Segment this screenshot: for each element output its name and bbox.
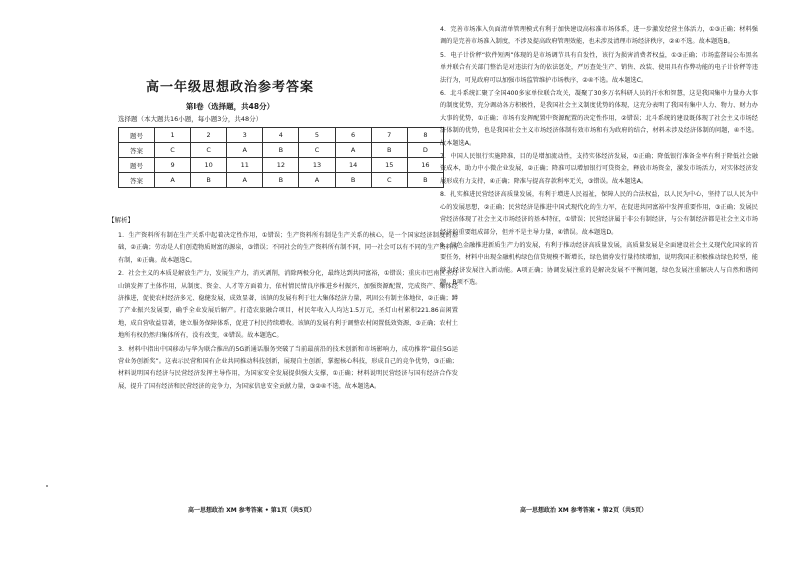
analysis-label: 【解析】 bbox=[108, 216, 134, 224]
table-cell: A bbox=[155, 173, 191, 188]
answer-table bbox=[118, 127, 444, 188]
analysis-item: 3．材料中指出中国移动与华为联合推出的5G新通话服务突破了当前最前沿的技术创新和市场影响力，成功推荐“最佳5G运营业务创新奖”。这表示民营和国有企业共同推动科技创新，展现自主创新，掌握核心科技，形成自己的竞争优势，③正确；材料说明国有经济与民营经济发挥主导作用，为国家安全发展提供强大支撑，①正确；材料说明民营经济与国有经济合作发展，提升了国有经济和民营经济的竞争力，为国家信息安全贡献力量，③②④不选，故本题选A。 bbox=[118, 345, 458, 390]
page-title: 高一年级思想政治参考答案 bbox=[145, 80, 314, 95]
table-header: 答案 bbox=[119, 143, 155, 158]
table-cell: B bbox=[335, 173, 371, 188]
analysis-item: 7．中国人民银行实施降准，目的是增加流动性，支持实体经济发展，①正确；降低银行准备金率有利于降低社会融资成本，助力中小微企业发展，②正确；降准可以增加银行可贷资金，释放市场资金，激发市场活力，对实体经济发展形成有力支持，④正确；降准与提高存款利率无关，③错误。故本题选A。 bbox=[440, 153, 758, 185]
table-cell: C bbox=[299, 143, 335, 158]
table-cell: 4 bbox=[263, 128, 299, 143]
table-cell: C bbox=[191, 143, 227, 158]
table-cell: B bbox=[191, 173, 227, 188]
table-cell: 2 bbox=[191, 128, 227, 143]
analysis-item: 1．生产资料所有制在生产关系中起着决定性作用，①错误；生产资料所有制是生产关系的核心，是一个国家经济制度的基础，②正确；劳动是人们创造物质财富的源泉，③错误；不同社会的生产资料所有制不同，同一社会可以有不同的生产资料所有制，④正确。故本题选C。 bbox=[118, 232, 458, 264]
table-cell: 1 bbox=[155, 128, 191, 143]
table-cell: C bbox=[155, 143, 191, 158]
instructions: 选择题（本大题共16小题，每小题3分，共48分） bbox=[118, 115, 263, 123]
table-cell: 7 bbox=[371, 128, 407, 143]
table-cell: 6 bbox=[335, 128, 371, 143]
table-cell: 15 bbox=[371, 158, 407, 173]
table-header: 答案 bbox=[119, 173, 155, 188]
table-cell: 16 bbox=[407, 158, 443, 173]
scan-dot bbox=[46, 485, 48, 487]
table-cell: 12 bbox=[263, 158, 299, 173]
table-cell: A bbox=[335, 143, 371, 158]
analysis-item: 4．完善市场准入负面清单管理模式有利于加快建设高标准市场体系，进一步激发经营主体活力，①③正确；材料强调的是完善市场准入制度，不涉及提高政府管理效能，也未涉及清理市场经济秩序，②④不选。故本题选B。 bbox=[440, 26, 758, 46]
table-header: 题号 bbox=[119, 128, 155, 143]
right-page bbox=[440, 0, 758, 561]
analysis-item: 2．社会主义的本质是解放生产力，发展生产力，消灭剥削，消除两极分化，最终达到共同富裕，①错误；重庆市巴南区圣灯山镇发挥了主体作用，从制度、资金、人才等方面着力，依村情民情良序推进乡村振兴，加强资源配置，完成资产、集体经济推进，促使农村经济多元、稳健发展，成效显著，该镇的发展有利于壮大集体经济力量，巩固公有制主体地位，②正确；蹲了产业振兴发展要，确乎全业发展后解产。打造农旅融合项目，村民年收入人均达1.5万元，圣灯山村累积221.86亩闲置地，成自营收益显著，建立服务保障体系，促进了村民持续增收。该镇的发展有利于调整农村闲置低效资源，③正确；农村土地所有权仍然归集体所有，没有改变，④错误。故本题选C。 bbox=[118, 270, 458, 340]
table-cell: B bbox=[407, 173, 443, 188]
left-page bbox=[80, 0, 458, 561]
table-cell: D bbox=[407, 143, 443, 158]
table-cell: 9 bbox=[155, 158, 191, 173]
analysis-list bbox=[440, 24, 758, 291]
analysis-item: 5．电子计价秤“软件短两”体现的是市场调节具有自发性，该行为损害消费者权益，①③正确；市场监督局公布黑名单并联合有关部门整治是对违法行为的依法惩处，严厉查处生产、销售、改装、使用具有作弊功能的电子计价秤等违法行为，可见政府可以加强市场监管维护市场秩序，②④不选。故本题选C。 bbox=[440, 51, 758, 84]
analysis-list bbox=[118, 230, 458, 394]
page-footer: 高一思想政治 XM 参考答案 • 第2页（共5页） bbox=[520, 507, 648, 514]
table-row bbox=[119, 173, 444, 188]
section-title: 第Ⅰ卷（选择题，共48分） bbox=[185, 102, 275, 111]
table-cell: 8 bbox=[407, 128, 443, 143]
page-footer: 高一思想政治 XM 参考答案 • 第1页（共5页） bbox=[188, 507, 316, 514]
analysis-item: 6．北斗系统汇聚了全国400多家单位联合攻关，凝聚了30多万名科研人员的汗水和智慧，这是我国集中力量办大事的制度优势，充分调动各方积极性，是我国社会主义制度优势的体现，这充分表明了我国有集中人力、物力、财力办大事的优势，①正确；市场有发挥配置中资源配置的决定性作用，②错误；北斗系统的建设既体现了社会主义市场经济体制的优势，也是我国社会主义市场经济体制有效市场和有为政府的结合，材料未涉及经济体制的问题，④不选。故本题选A。 bbox=[440, 90, 758, 147]
table-cell: 3 bbox=[227, 128, 263, 143]
analysis-item: 8．扎实推进民营经济高质量发展，有利于增进人民福祉，保障人民的合法权益，以人民为中心，坚持了以人民为中心的发展思想，②正确；民营经济是推进中国式现代化的生力军，在促进共同富裕中发挥重要作用，③正确；发展民营经济体现了社会主义市场经济的基本特征，①错误；民营经济属于非公有制经济，与公有制经济都是社会主义市场经济的重要组成部分，但并不是主导力量，④错误。故本题选D。 bbox=[440, 191, 758, 236]
table-cell: 14 bbox=[335, 158, 371, 173]
table-cell: B bbox=[263, 143, 299, 158]
table-cell: 10 bbox=[191, 158, 227, 173]
analysis-item: 9．绿色金融推进新质生产力的发展，有利于推动经济高质量发展，高质量发展是全面建设社会主义现代化国家的首要任务，材料中出现金融机构绿色信贷规模不断增长，绿色债券发行量持续增加，说明我国正积极推动绿色转型，能够为经济发展注入新动能。A项正确；协调发展注重的是解决发展不平衡问题，绿色发展注重解决人与自然和谐问题，B项不选。 bbox=[440, 241, 758, 287]
table-cell: B bbox=[263, 173, 299, 188]
table-cell: 11 bbox=[227, 158, 263, 173]
table-row bbox=[119, 158, 444, 173]
table-cell: A bbox=[227, 143, 263, 158]
table-cell: B bbox=[371, 143, 407, 158]
table-cell: C bbox=[371, 173, 407, 188]
table-header: 题号 bbox=[119, 158, 155, 173]
table-row bbox=[119, 128, 444, 143]
table-cell: 5 bbox=[299, 128, 335, 143]
table-row bbox=[119, 143, 444, 158]
table-cell: A bbox=[299, 173, 335, 188]
table-cell: 13 bbox=[299, 158, 335, 173]
table-cell: A bbox=[227, 173, 263, 188]
